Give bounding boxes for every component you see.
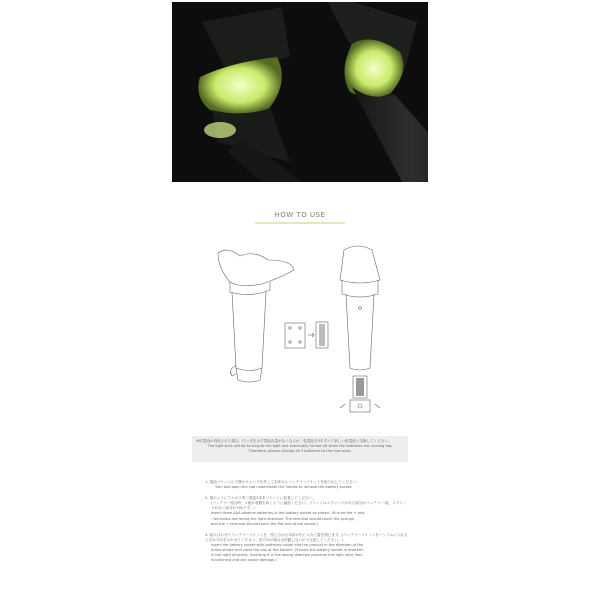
step-2-en-line: - terminals are facing the right direction. The terminal should touch the springs, xyxy=(211,516,355,521)
how-to-use-title: HOW TO USE xyxy=(274,211,326,219)
bottom-cap xyxy=(350,400,370,412)
step-3-en-line: functioning and can cause damage.) xyxy=(211,558,277,563)
notice-en-2: Therefore, please change all 3 batteries to the new ones. xyxy=(248,449,352,454)
assembly-diagram-drawing xyxy=(200,238,400,418)
step-3 xyxy=(205,533,410,564)
step-2 xyxy=(205,496,410,527)
stick-head-left xyxy=(218,250,294,285)
product-photo xyxy=(172,2,428,182)
stick-collar-left xyxy=(230,282,270,295)
step-3-en-line: in the right direction. Inserting it in the wrong direction prevents this light stick from xyxy=(211,553,363,558)
stick-collar-right xyxy=(342,280,378,297)
stick-handle-right xyxy=(346,294,374,370)
step-2-en-line: Insert three AAA alkaline batteries in the battery socket as shown. (Ensure the + and xyxy=(211,511,365,516)
lightstick-glow-illustration xyxy=(172,2,428,182)
assembly-diagram xyxy=(200,238,400,418)
notice-jp: ※乾電池が消耗された場合、白い光を出す電池容量がなくなるが、乾電池を3本すべて新しい乾電池と交換してください。 xyxy=(196,439,392,443)
stick-handle-left xyxy=(232,292,266,371)
stick-cap-left xyxy=(236,368,262,382)
step-1-jp: 1. 電池ソケットの下側のキャップを外して本体からバッテリーソケットを取り出してください。 xyxy=(205,480,360,484)
instruction-steps xyxy=(205,480,410,569)
step-3-jp: 3. 組み合わせたバッテリーソケットを、図と合わせ本体の中に入れて蓋を閉じます。(バッテリーソケットをハンドルに入れるときは方向を合わせてください。逆方向の場合は作動しないので注意してください。) xyxy=(205,532,408,542)
heading-underline xyxy=(255,222,345,224)
battery-socket-plate xyxy=(285,323,305,348)
step-1 xyxy=(205,480,410,490)
step-3-en-line: arrow shown and close the cap at the bottom. (Ensure the battery socket is inserted xyxy=(211,548,363,553)
step-2-jp-note: (バッテリー組合時、+極が表側を向くように確認ください。ソケットはスプリングがある部分がバッテリー-極、スプリングがない部分が+極です。) xyxy=(211,501,407,511)
step-2-en-line: and the + terminal should touch the flat end of the socket.) xyxy=(211,521,319,526)
notice-en-1: The light stick will be turning to red light and eventually turned off when the batteries are running low. xyxy=(207,444,393,449)
step-2-jp: 2. 図のようにアルカリ単三電池3本をソケットに装着してください。 xyxy=(205,496,316,501)
battery-notice xyxy=(192,436,408,462)
step-1-en-line: Turn and open the cap underneath the handle to remove the battery socket. xyxy=(215,485,353,490)
how-to-use-heading xyxy=(255,208,345,224)
step-3-en-line: Insert the battery socket with batteries inside into the product in the direction of the xyxy=(211,542,364,547)
stick-head-right xyxy=(340,246,380,283)
